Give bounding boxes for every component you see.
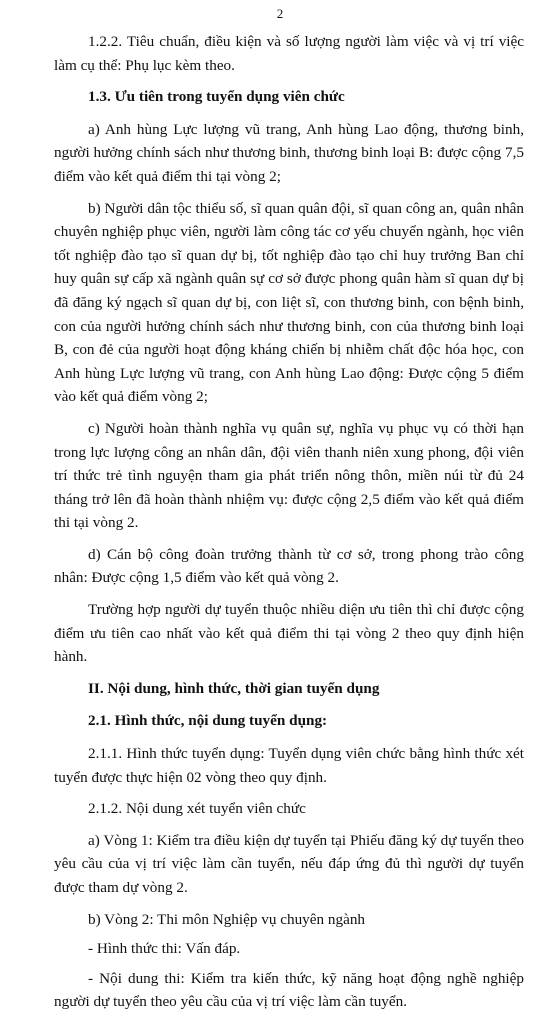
para-2-1-2: 2.1.2. Nội dung xét tuyển viên chức: [88, 800, 306, 818]
para-priority-b: b) Người dân tộc thiểu số, sĩ quan quân đội, sĩ quan công an, quân nhân chuyên nghiệp phục viên, người làm công tác cơ yếu chuyển ngành, học viên tốt nghiệp đào tạo sĩ quan dự bị, tốt nghiệp đào tạo chỉ huy trưởng Ban chỉ huy quân sự cấp xã ngành quân sự cơ sở được phong quân hàm sĩ quan dự bị đã đăng ký ngạch sĩ quan dự bị, con liệt sĩ, con thương binh, con bệnh binh, con của người hưởng chính sách như thương binh, con của thương binh loại B, con đẻ của người hoạt động kháng chiến bị nhiễm chất độc hóa học, con Anh hùng Lực lượng vũ trang, con Anh hùng Lao động: Được cộng 5 điểm vào kết quả điểm vòng 2;: [54, 199, 524, 406]
page-number: 2: [276, 6, 284, 21]
heading-1-3: 1.3. Ưu tiên trong tuyển dụng viên chức: [88, 88, 345, 106]
para-exam-form: - Hình thức thi: Vấn đáp.: [88, 940, 241, 958]
heading-section-ii: II. Nội dung, hình thức, thời gian tuyển dụng: [88, 679, 380, 697]
para-2-1-1: 2.1.1. Hình thức tuyển dụng: Tuyển dụng viên chức bằng hình thức xét tuyển được thực hiện 02 vòng theo quy định.: [54, 745, 524, 786]
para-priority-c: c) Người hoàn thành nghĩa vụ quân sự, nghĩa vụ phục vụ có thời hạn trong lực lượng công an nhân dân, đội viên thanh niên xung phong, đội viên trí thức trẻ tình nguyện tham gia phát triển nông thôn, miền núi từ đủ 24 tháng trở lên đã hoàn thành nhiệm vụ: được cộng 2,5 điểm vào kết quả điểm thi tại vòng 2.: [54, 419, 524, 532]
para-priority-note: Trường hợp người dự tuyển thuộc nhiều diện ưu tiên thì chỉ được cộng điểm ưu tiên cao nhất vào kết quả điểm thi tại vòng 2 theo quy định hiện hành.: [54, 601, 524, 666]
para-1-2-2: 1.2.2. Tiêu chuẩn, điều kiện và số lượng người làm việc và vị trí việc làm cụ thể: Phụ lục kèm theo.: [54, 33, 524, 74]
para-round-2: b) Vòng 2: Thi môn Nghiệp vụ chuyên ngành: [88, 910, 366, 928]
para-priority-d: d) Cán bộ công đoàn trưởng thành từ cơ sở, trong phong trào công nhân: Được cộng 1,5 điểm vào kết quả vòng 2.: [54, 545, 524, 587]
document-body: [54, 30, 524, 1022]
para-priority-a: a) Anh hùng Lực lượng vũ trang, Anh hùng Lao động, thương binh, người hưởng chính sách như thương binh, thương binh loại B: được cộng 7,5 điểm vào kết quả điểm thi tại vòng 2;: [54, 120, 524, 185]
para-round-1: a) Vòng 1: Kiểm tra điều kiện dự tuyển tại Phiếu đăng ký dự tuyển theo yêu cầu của vị trí việc làm cần tuyển, nếu đáp ứng đủ thì người dự tuyển được tham dự vòng 2.: [54, 831, 524, 896]
heading-2-1: 2.1. Hình thức, nội dung tuyển dụng:: [88, 712, 328, 730]
para-exam-content: - Nội dung thi: Kiểm tra kiến thức, kỹ năng hoạt động nghề nghiệp người dự tuyển theo yêu cầu của vị trí việc làm cần tuyển.: [54, 969, 524, 1011]
